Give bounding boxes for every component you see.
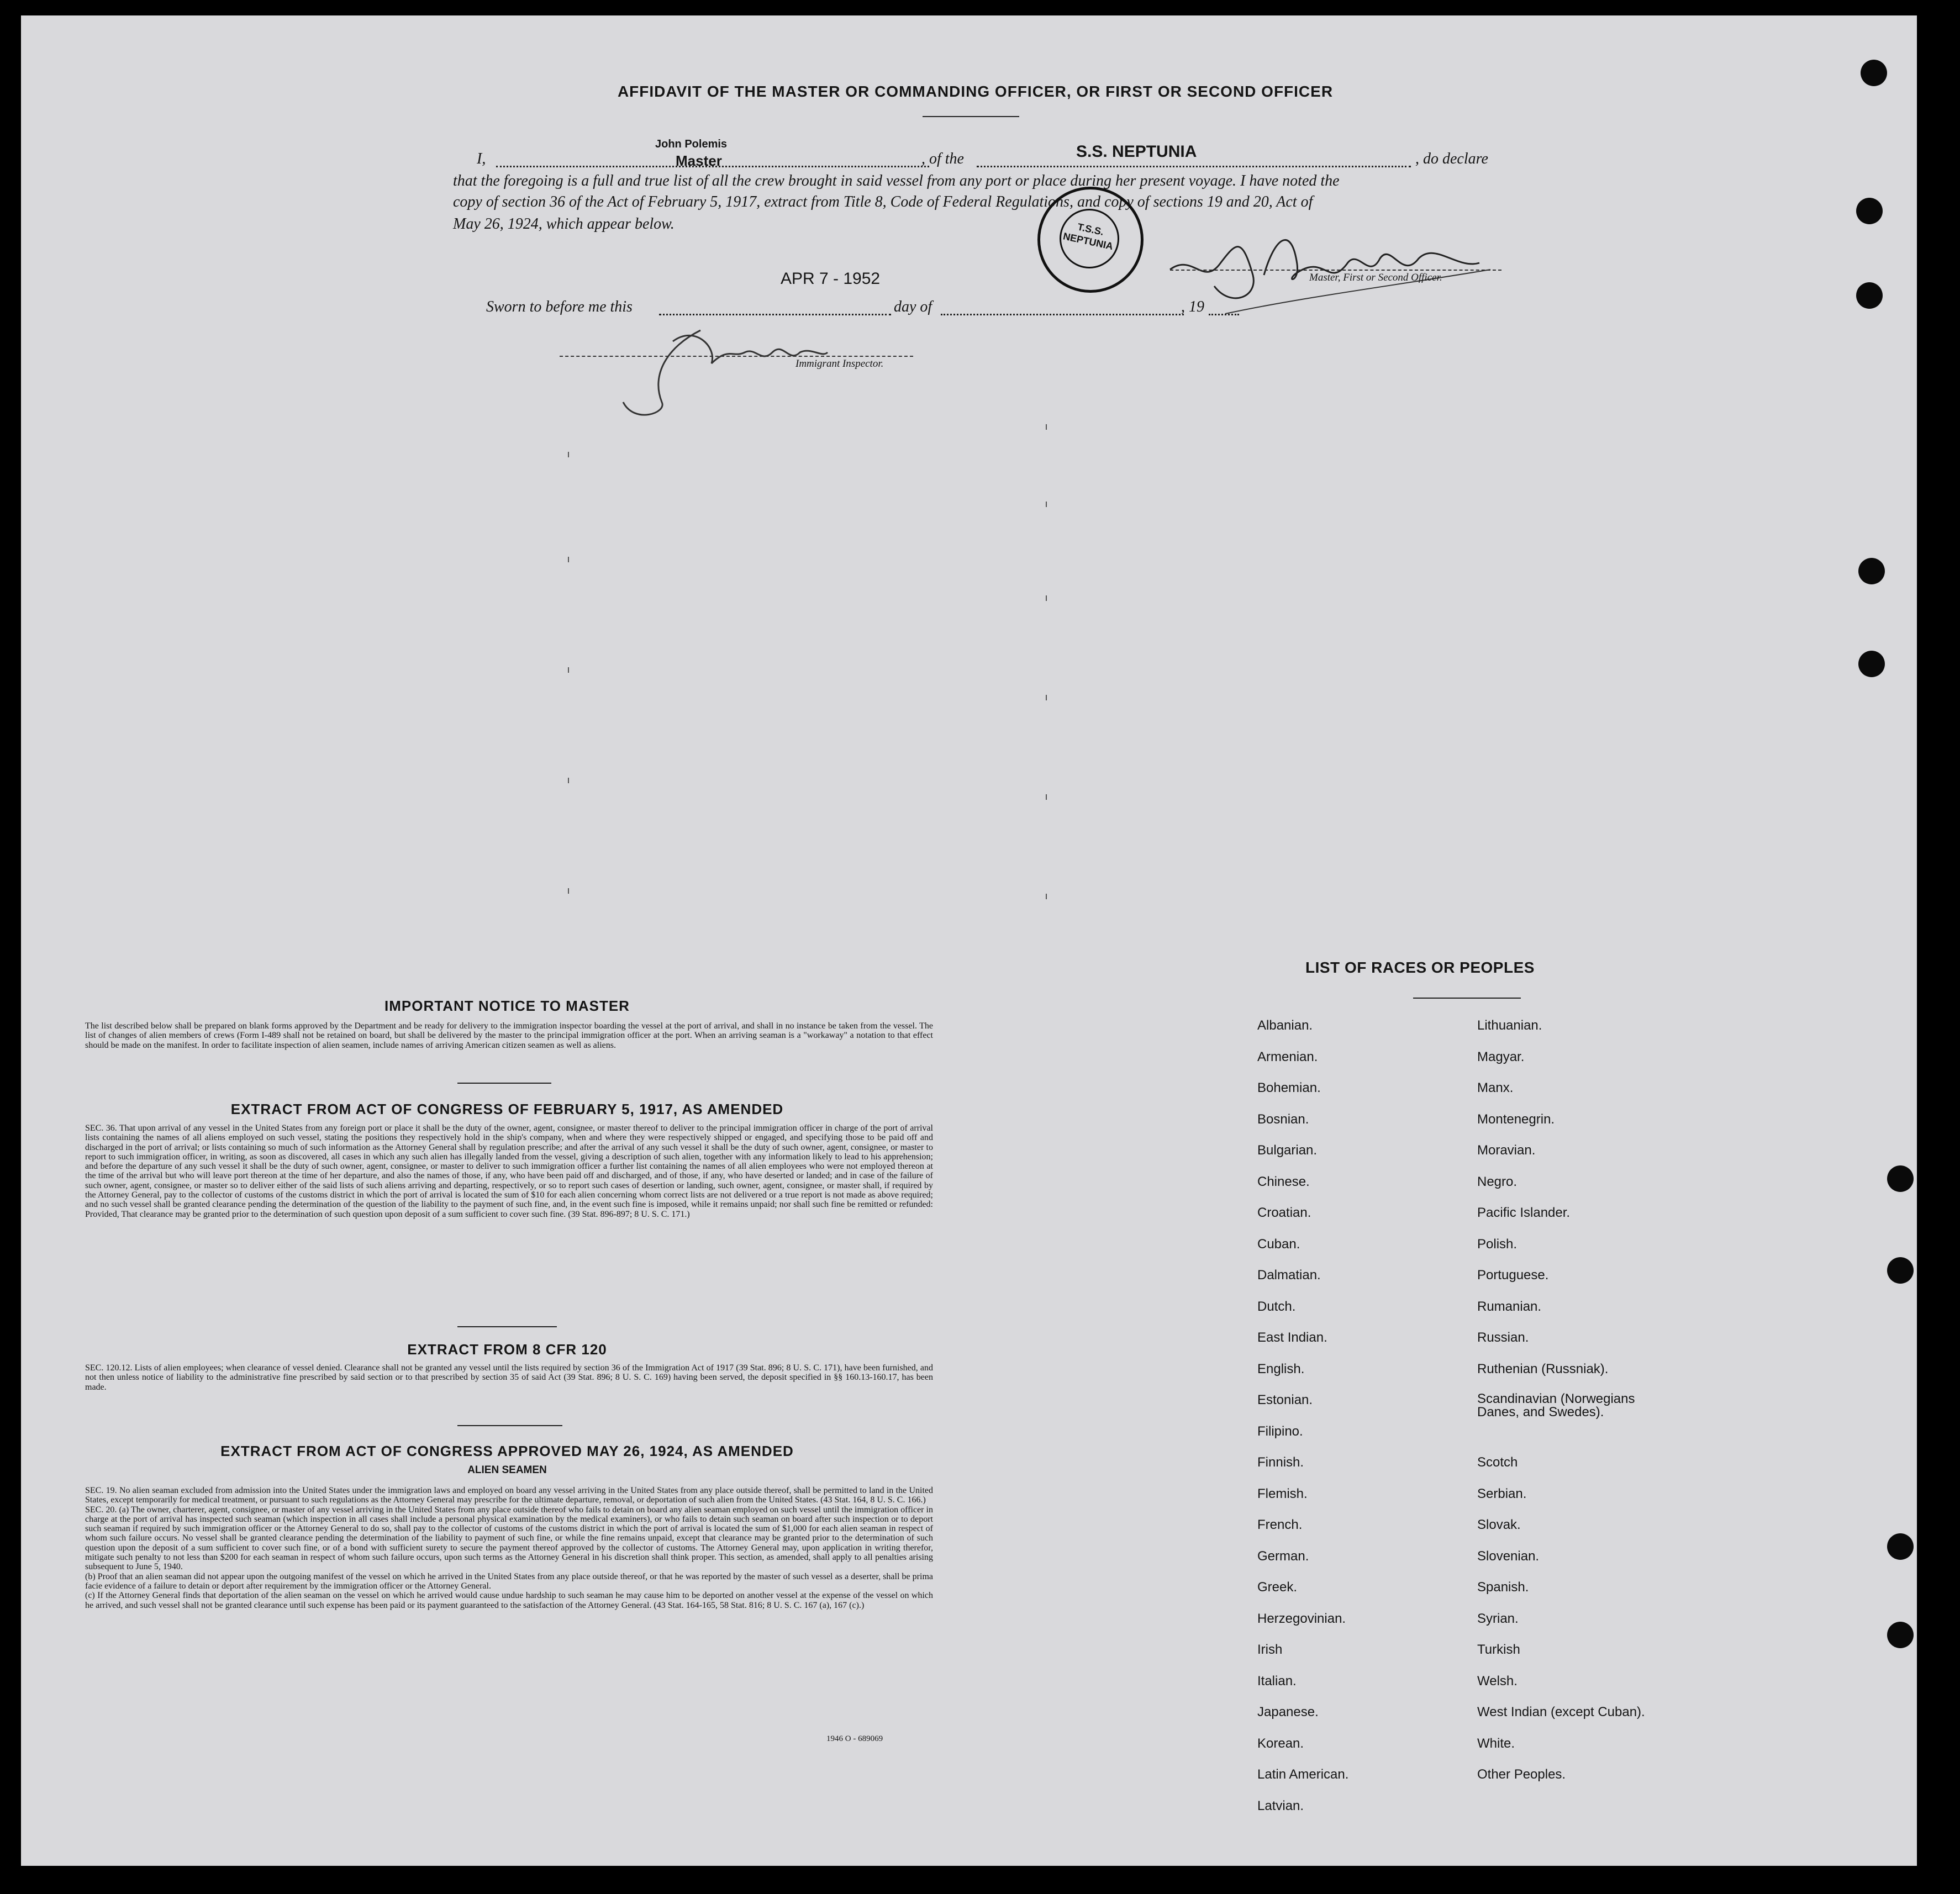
extract-1924-title: EXTRACT FROM ACT OF CONGRESS APPROVED MAY 26, 1924, AS AMENDED (220, 1443, 794, 1459)
section-20c-text: (c) If the Attorney General finds that deportation of the alien seaman on the vessel on which he arrived would cause undue hardship to such seaman he may cause him to be deported on another vessel at the expense of the vessel on which he arrived, and such vessel shall not be granted clearance until such expense has been paid or its payment guaranteed to the satisfaction of the Attorney General. (43 Stat. 164-165, 58 Stat. 816; 8 U. S. C. 167 (a), 167 (c).) (85, 1591, 933, 1610)
race-item: Dalmatian. (1257, 1268, 1321, 1283)
race-item: Spanish. (1477, 1580, 1529, 1595)
race-item: Slovenian. (1477, 1548, 1540, 1564)
do-declare-label: , do declare (1415, 150, 1488, 167)
race-item: Estonian. (1257, 1392, 1313, 1407)
extract-cfr-divider (457, 1425, 562, 1426)
column-tick (1046, 595, 1047, 601)
race-item: Latin American. (1257, 1767, 1349, 1782)
inspector-caption: Immigrant Inspector. (795, 358, 884, 370)
master-name: John Polemis (655, 138, 728, 150)
race-item: Scandinavian (Norwegians Danes, and Swedes). (1477, 1391, 1635, 1420)
race-item: Russian. (1477, 1330, 1529, 1345)
race-item: Ruthenian (Russniak). (1477, 1361, 1609, 1376)
signature-caption: Master, First or Second Officer. (1309, 272, 1442, 283)
race-item: Negro. (1477, 1174, 1518, 1189)
extract-1917-title: EXTRACT FROM ACT OF CONGRESS OF FEBRUARY 5, 1917, AS AMENDED (230, 1101, 784, 1117)
signature-line (1170, 270, 1501, 271)
race-item: Polish. (1477, 1236, 1518, 1252)
extract-1917-body: SEC. 36. That upon arrival of any vessel in the United States from any foreign port or place it shall be the duty of the owner, agent, consignee, or master thereof to deliver to the principal immigration officer in charge of the port of arrival lists containing the names of all aliens employed on such vessel, stating the positions they respectively hold in the ship's company, when and where they were respectively shipped or engaged, and specifying those to be paid off and discharged in the port of arrival; or lists containing so much of such information as the Attorney General shall by regulation prescribe; and after the arrival of any such vessel it shall be the duty of such owner, agent, consignee, or master to report to such immigration officer, in writing, as soon as discovered, all cases in which any such alien has illegally landed from the vessel, giving a description of such alien, together with any information likely to lead to his apprehension; and before the departure of any such vessel it shall be the duty of such owner, agent, consignee, or master to deliver to such immigration officer a further list containing the names of all alien employees who were not employed thereon at the time of the arrival but who will leave port thereon at the time of her departure, and also the names of those, if any, who have been paid off and discharged, and of those, if any, who have deserted or landed; and in case of the failure of such owner, agent, consignee, or master so to deliver either of the said lists of such aliens arriving and departing, respectively, or so to report such cases of desertion or landing, such owner, agent, consignee, or master shall, if required by the Attorney General, pay to the collector of customs of the customs district in which the port of arrival is located the sum of $10 for each alien concerning whom correct lists are not delivered or a true report is not made as above required; and no such vessel shall be granted clearance pending the determination of the question of the liability to the payment of such fine, and, in the event such fine is imposed, while it remains unpaid; nor shall such fine be remitted or refunded: Provided, That clearance may be granted prior to the determination of such question upon deposit of a sum sufficient to cover such fine. (39 Stat. 896-897; 8 U. S. C. 171.) (85, 1123, 933, 1219)
day-of-label: day of (894, 298, 932, 315)
column-tick (1046, 894, 1047, 899)
title-underline (923, 116, 1019, 117)
race-item: Turkish (1477, 1642, 1520, 1657)
race-item: Filipino. (1257, 1423, 1303, 1439)
race-item: Japanese. (1257, 1705, 1319, 1719)
i-label: I, (477, 150, 486, 167)
manifest-page (21, 15, 1917, 1866)
column-tick (568, 888, 569, 894)
race-item: Moravian. (1477, 1143, 1536, 1158)
section-19-text: SEC. 19. No alien seaman excluded from admission into the United States under the immigration laws and employed on board any vessel arriving in the United States from any place outside thereof, shall be permitted to land in the United States, except temporarily for medical treatment, or pursuant to such regulations as the Attorney General may prescribe for the ultimate departure, removal, or deportation of such alien from the United States. (43 Stat. 164, 8 U. S. C. 166.) (85, 1486, 933, 1505)
affidavit-line-4: May 26, 1924, which appear below. (453, 215, 675, 233)
punch-hole (1856, 198, 1883, 224)
punch-hole (1887, 1533, 1914, 1560)
race-item: Welsh. (1477, 1673, 1518, 1689)
affidavit-title: AFFIDAVIT OF THE MASTER OR COMMANDING OFFICER, OR FIRST OR SECOND OFFICER (617, 83, 1334, 100)
sworn-month-line (941, 314, 1184, 315)
notice-divider (457, 1083, 551, 1084)
race-item: Albanian. (1257, 1018, 1313, 1033)
race-item: Portuguese. (1477, 1268, 1549, 1283)
column-tick (1046, 502, 1047, 507)
punch-hole (1856, 282, 1883, 309)
race-item: Rumanian. (1477, 1299, 1542, 1314)
master-title: Master (676, 152, 722, 169)
of-the-label: , of the (921, 150, 964, 167)
punch-hole (1887, 1257, 1914, 1284)
race-item: East Indian. (1257, 1330, 1327, 1345)
vessel-name: S.S. NEPTUNIA (1076, 143, 1197, 161)
column-tick (568, 667, 569, 673)
column-tick (1046, 424, 1047, 430)
sworn-year-line (1209, 314, 1239, 315)
punch-hole (1858, 558, 1885, 584)
race-item: Irish (1257, 1642, 1283, 1657)
extract-1917-divider (457, 1326, 557, 1327)
sworn-label: Sworn to before me this (486, 298, 633, 315)
race-item: Cuban. (1257, 1236, 1300, 1252)
race-item: Flemish. (1257, 1486, 1308, 1501)
race-item: Other Peoples. (1477, 1767, 1566, 1782)
column-tick (1046, 794, 1047, 800)
race-item: Chinese. (1257, 1174, 1310, 1189)
race-item: Italian. (1257, 1673, 1297, 1689)
section-20a-text: SEC. 20. (a) The owner, charterer, agent, consignee, or master of any vessel arriving in the United States from any place outside thereof who fails to detain on board any alien seaman employed on such vessel until the immigration officer in charge at the port of arrival has inspected such seaman (which inspection in all cases shall include a personal physical examination by the medical examiners), or who fails to detain such seaman on board after such inspection or to deport such seaman if required by such immigration officer or the Attorney General to do so, shall pay to the collector of customs of the customs district in which the port of arrival is located the sum of $1,000 for each alien seaman in respect of whom such failure occurs. No vessel shall be granted clearance pending the determination of the liability to payment of such fine, or while the fine remains unpaid, except that clearance may be granted prior to the determination of such question upon the deposit of a sum sufficient to cover such fine, or of a bond with sufficient surety to secure the payment thereof approved by the collector of customs. The Attorney General may, upon application in writing therefor, mitigate such penalty to not less than $200 for each seaman in respect of whom such failure occurs, upon such terms as the Attorney General in his discretion shall think proper. This section, as amended, shall apply to all penalties arising subsequent to June 5, 1940. (85, 1505, 933, 1572)
affidavit-line-2: that the foregoing is a full and true list of all the crew brought in said vessel from any port or place during her present voyage. I have noted the (453, 172, 1340, 189)
column-tick (568, 557, 569, 562)
inspector-signature-line (560, 356, 913, 357)
column-tick (568, 778, 569, 783)
races-title-underline (1413, 998, 1521, 999)
race-item: Greek. (1257, 1580, 1298, 1595)
race-item: Slovak. (1477, 1517, 1521, 1532)
punch-hole (1858, 651, 1885, 677)
race-item: Croatian. (1257, 1205, 1311, 1220)
races-left-column (1257, 1018, 1467, 1819)
race-item: White. (1477, 1735, 1515, 1751)
column-tick (568, 452, 569, 457)
race-item: Pacific Islander. (1477, 1205, 1571, 1220)
race-item: Syrian. (1477, 1611, 1519, 1626)
race-item: Korean. (1257, 1735, 1304, 1751)
extract-1924-body (85, 1486, 933, 1610)
print-code: 1946 O - 689069 (826, 1734, 883, 1743)
punch-hole (1887, 1165, 1914, 1192)
race-item: Bulgarian. (1257, 1143, 1318, 1158)
race-item: Armenian. (1257, 1049, 1318, 1064)
race-item: German. (1257, 1548, 1309, 1564)
column-tick (1046, 695, 1047, 700)
races-title: LIST OF RACES OR PEOPLES (1305, 959, 1535, 976)
race-item: Magyar. (1477, 1049, 1525, 1064)
punch-hole (1861, 60, 1887, 86)
punch-hole (1887, 1622, 1914, 1648)
notice-title: IMPORTANT NOTICE TO MASTER (384, 998, 630, 1014)
race-item: Manx. (1477, 1080, 1514, 1095)
seal-text: T.S.S. NEPTUNIA (1062, 221, 1114, 252)
race-item: Bosnian. (1257, 1111, 1309, 1127)
affidavit-line-3: copy of section 36 of the Act of February 5, 1917, extract from Title 8, Code of Federal Regulations, and copy of sections 19 and 20, Act of (453, 193, 1313, 210)
race-item: French. (1257, 1517, 1303, 1532)
race-item: English. (1257, 1361, 1305, 1376)
extract-cfr-title: EXTRACT FROM 8 CFR 120 (407, 1341, 607, 1358)
race-item: Montenegrin. (1477, 1111, 1555, 1127)
race-item: Latvian. (1257, 1798, 1304, 1813)
vessel-line (977, 166, 1411, 167)
race-item: Finnish. (1257, 1455, 1304, 1470)
notice-body: The list described below shall be prepared on blank forms approved by the Department and be ready for delivery to the immigration inspector boarding the vessel at the port of arrival, and shall in no instance be taken from the vessel. The list of changes of alien members of crews (Form I-489 shall not be retained on board, but shall be delivered by the master to the principal immigration officer at the port. When an arriving seaman is a "workaway" a notation to that effect should be made on the manifest. In order to facilitate inspection of alien seamen, include names of arriving American citizen seamen as well as aliens. (85, 1021, 933, 1050)
race-item: Herzegovinian. (1257, 1611, 1346, 1626)
race-item: Bohemian. (1257, 1080, 1321, 1095)
extract-cfr-body: SEC. 120.12. Lists of alien employees; when clearance of vessel denied. Clearance shall not be granted any vessel until the lists required by section 36 of the Immigration Act of 1917 (39 Stat. 896; 8 U. S. C. 171), have been furnished, and not then unless notice of liability to the administrative fine prescribed by said section or to that prescribed by section 35 of said Act (39 Stat. 896; 8 U. S. C. 169) having been served, the deposit specified in §§ 160.13-160.17, has been made. (85, 1363, 933, 1392)
race-item: West Indian (except Cuban). (1477, 1705, 1645, 1719)
races-right-column (1477, 1018, 1720, 1819)
section-20b-text: (b) Proof that an alien seaman did not appear upon the outgoing manifest of the vessel on which he arrived in the United States from any place outside thereof, or that he was reported by the master of such vessel as a deserter, shall be prima facie evidence of a failure to detain or deport after requirement by the immigration officer or the Attorney General. (85, 1571, 933, 1591)
race-item: Lithuanian. (1477, 1018, 1542, 1033)
year-label: , 19 (1181, 298, 1204, 315)
extract-1924-subtitle: ALIEN SEAMEN (467, 1464, 547, 1476)
date-stamp: APR 7 - 1952 (781, 270, 881, 288)
race-item: Dutch. (1257, 1299, 1296, 1314)
race-item: Scotch (1477, 1455, 1518, 1470)
race-item: Serbian. (1477, 1486, 1527, 1501)
